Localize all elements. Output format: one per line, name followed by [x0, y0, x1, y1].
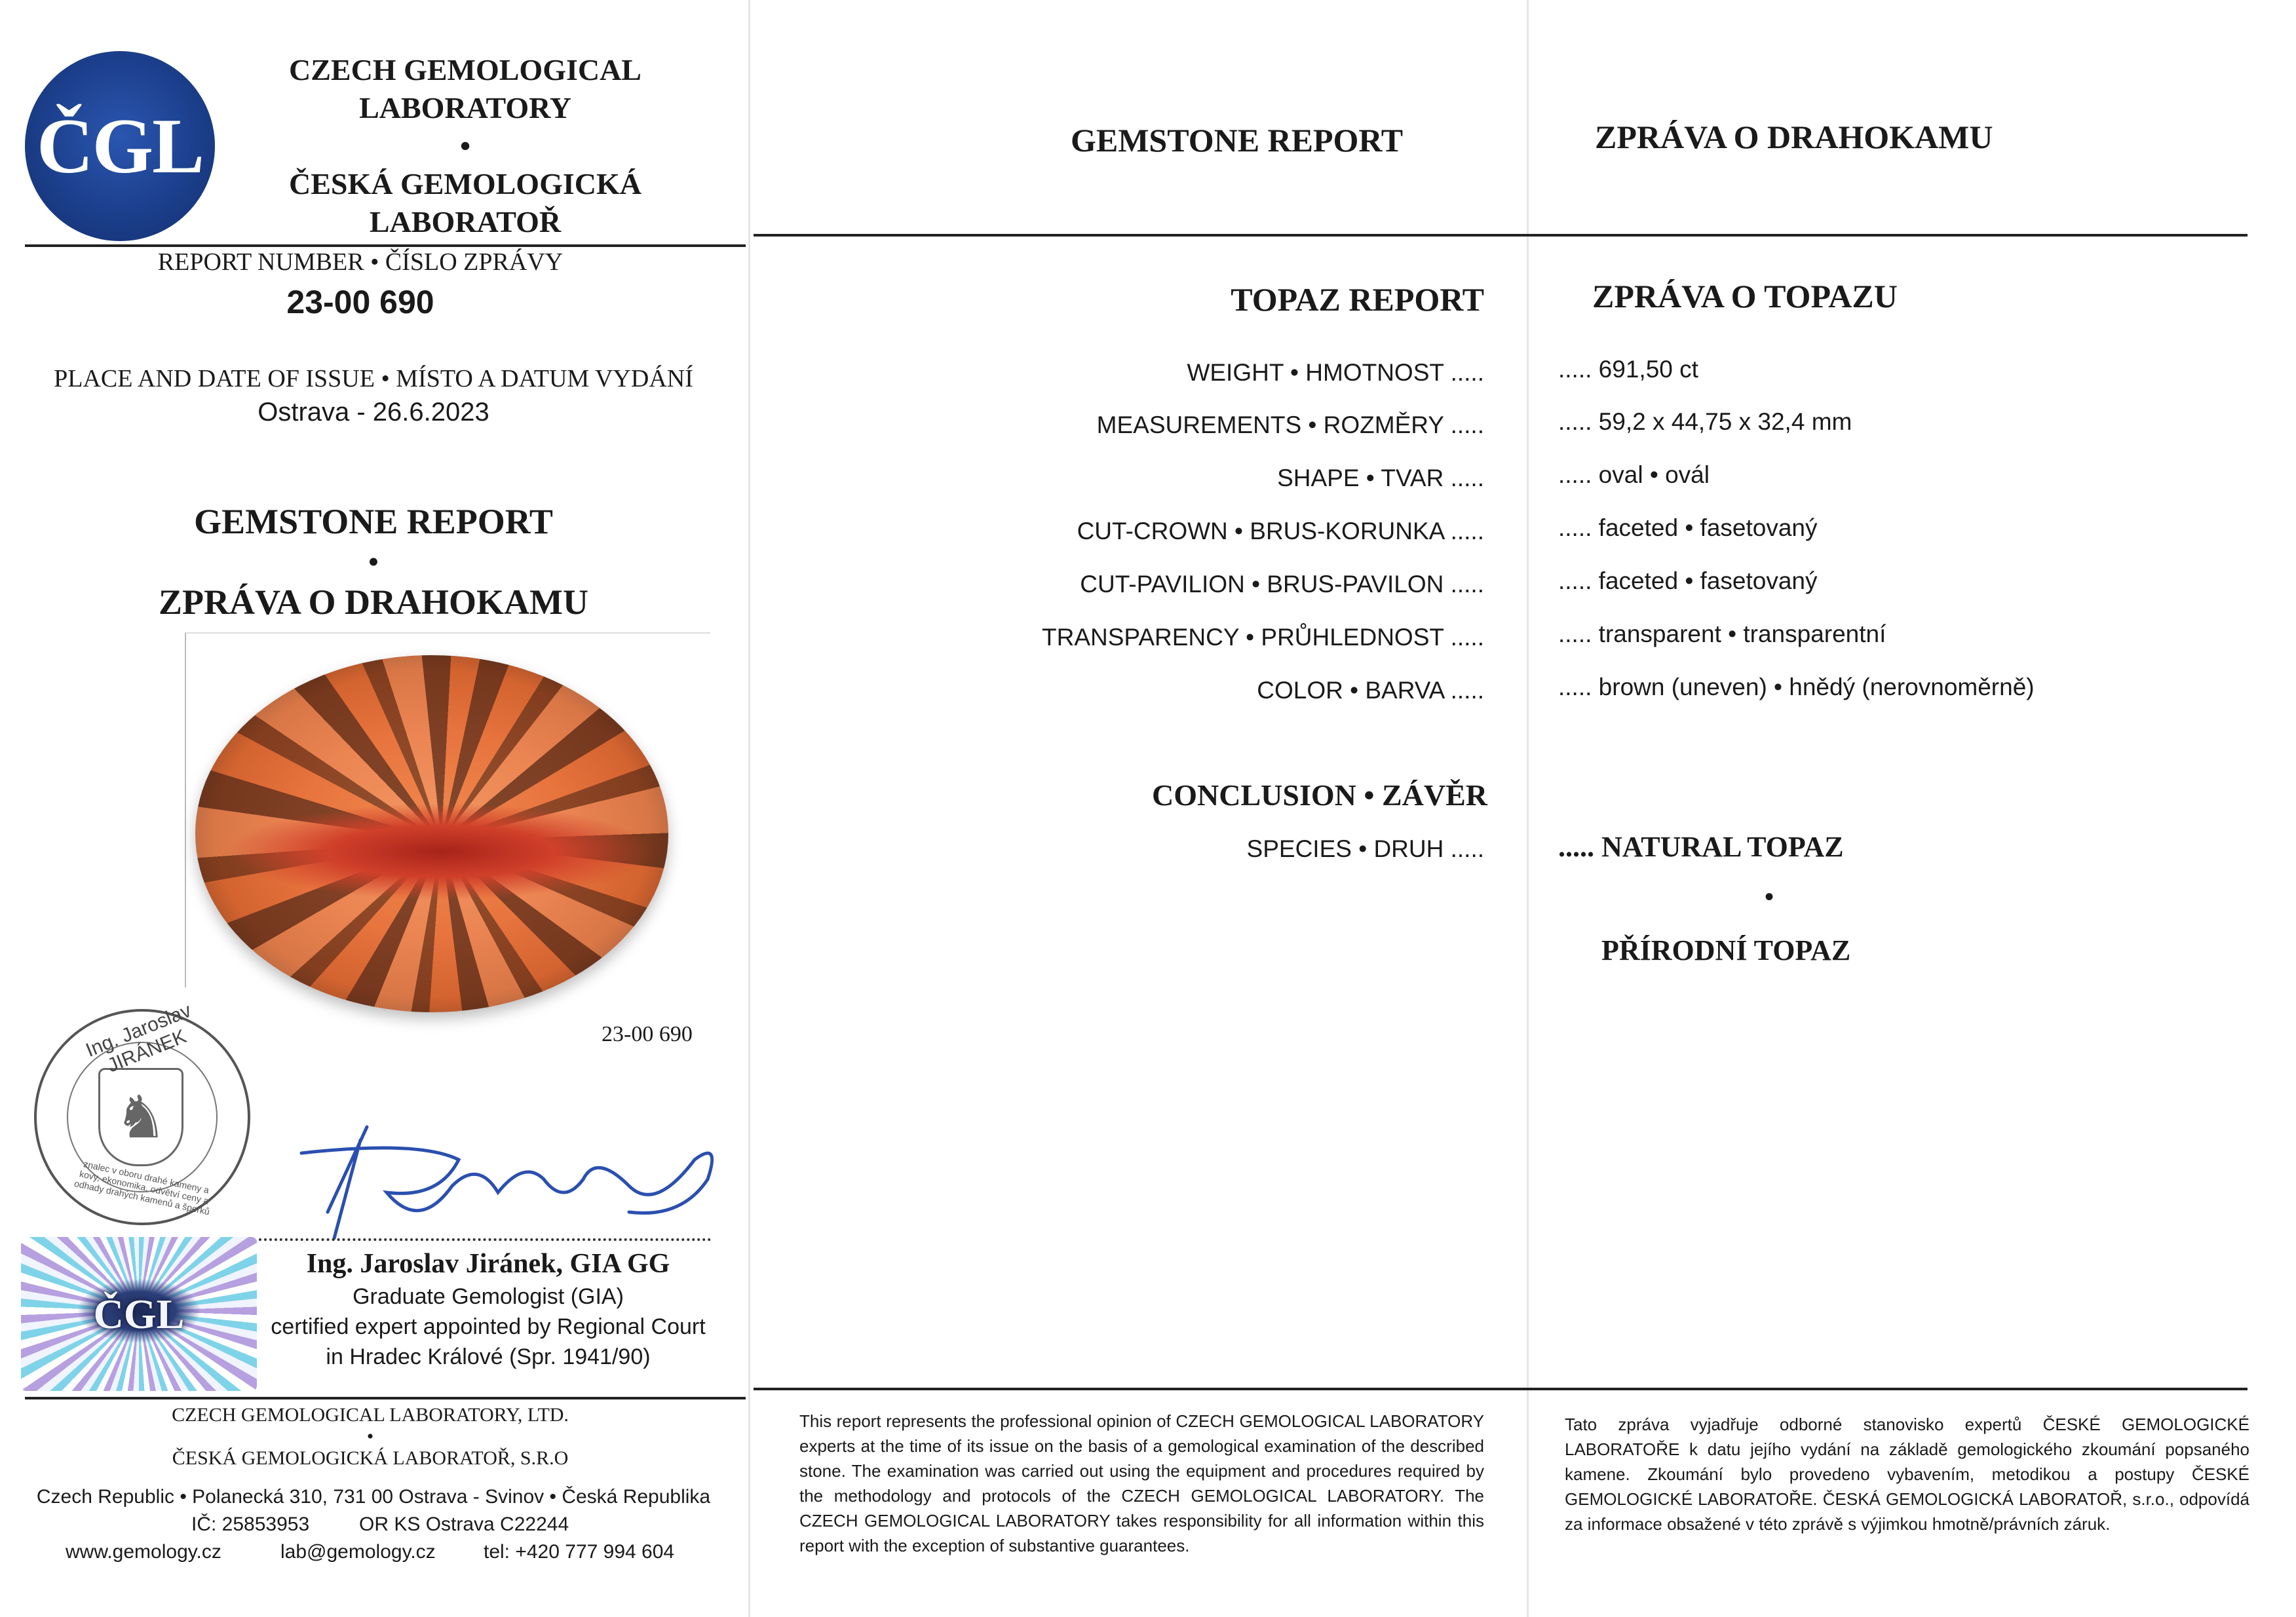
report-number: 23-00 690: [286, 284, 434, 320]
lab-name-cz-2: LABORATOŘ: [369, 205, 562, 238]
lab-name-bullet: •: [459, 129, 471, 162]
topaz-title-en: TOPAZ REPORT: [1231, 281, 1484, 318]
logo-text: ČGL: [36, 102, 204, 189]
footer-email-link[interactable]: lab@gemology.cz: [280, 1541, 436, 1563]
lab-name-en-1: CZECH GEMOLOGICAL: [288, 53, 641, 86]
signature-line: [259, 1238, 711, 1241]
right-title-en: GEMSTONE REPORT: [1071, 122, 1404, 159]
disclaimer-cz: Tato zpráva vyjadřuje odborné stanovisko expertů ČESKÉ GEMOLOGICKÉ LABORATOŘE k datu jejího vydání na základě gemologického zkoumání popsaného kamene. Zkoumání bylo provedeno vybavením, metodikou a postupy ČESKÉ GEMOLOGICKÉ LABORATOŘE. ČESKÁ GEMOLOGICKÁ LABORATOŘ, s.r.o., odpovídá za informace obsažené v této zprávě s výjimkou hmotně/právních záruk.: [1565, 1415, 2249, 1534]
row-color-value: ..... brown (uneven) • hnědý (nerovnoměrně): [1558, 674, 2035, 700]
right-footer-rule: [754, 1388, 2248, 1390]
disclaimer-en: This report represents the professional opinion of CZECH GEMOLOGICAL LABORATORY experts at the time of its issue on the basis of a gemological examination of the described stone. The examination was carried out using the equipment and procedures required by the methodology and protocols of the CZECH GEMOLOGICAL LABORATORY. The CZECH GEMOLOGICAL LABORATORY takes responsibility for all information within this report with the exception of substantive guarantees.: [799, 1411, 1484, 1555]
lab-name-block: [249, 51, 681, 241]
photo-report-number: 23-00 690: [602, 1022, 693, 1046]
cgl-logo: [25, 51, 215, 241]
hologram-seal: [21, 1237, 257, 1391]
signatory-name: Ing. Jaroslav Jiránek, GIA GG: [306, 1249, 670, 1279]
row-measurements-label: MEASUREMENTS • ROZMĚRY .....: [1096, 411, 1484, 438]
lab-name-cz-1: ČESKÁ GEMOLOGICKÁ: [288, 167, 641, 200]
row-transparency-label: TRANSPARENCY • PRŮHLEDNOST .....: [1042, 624, 1484, 651]
company-bullet: •: [366, 1426, 374, 1447]
row-weight-label: WEIGHT • HMOTNOST .....: [1187, 359, 1484, 386]
lab-name-en-2: LABORATORY: [359, 91, 571, 124]
species-label: SPECIES • DRUH .....: [1246, 835, 1484, 862]
coat-of-arms-icon: ♞: [98, 1068, 183, 1166]
right-header-rule: [754, 234, 2248, 237]
species-value-cz: PŘÍRODNÍ TOPAZ: [1601, 934, 1851, 966]
company-cz: ČESKÁ GEMOLOGICKÁ LABORATOŘ, S.R.O: [172, 1447, 569, 1469]
footer-tel: tel: +420 777 994 604: [484, 1541, 675, 1563]
footer-ic: IČ: 25853953: [191, 1513, 310, 1535]
hologram-text: ČGL: [93, 1290, 185, 1337]
signatory-line-1: Graduate Gemologist (GIA): [353, 1284, 624, 1309]
signatory-block: [259, 1246, 718, 1372]
fold-line-right: [1527, 0, 1529, 1617]
row-cut-pavilion-value: ..... faceted • fasetovaný: [1558, 567, 1818, 594]
conclusion-heading: CONCLUSION • ZÁVĚR: [1152, 778, 1487, 812]
signature: [288, 1114, 734, 1251]
footer-web-link[interactable]: www.gemology.cz: [66, 1541, 221, 1563]
place-date-value: Ostrava - 26.6.2023: [258, 398, 489, 427]
right-title-cz: ZPRÁVA O DRAHOKAMU: [1595, 119, 1993, 155]
row-shape-value: ..... oval • ovál: [1558, 461, 1710, 488]
footer-company-block: [52, 1402, 688, 1472]
row-cut-pavilion-label: CUT-PAVILION • BRUS-PAVILON .....: [1080, 571, 1484, 598]
left-title-bullet: •: [368, 546, 379, 578]
row-color-label: COLOR • BARVA .....: [1257, 677, 1484, 704]
row-cut-crown-value: ..... faceted • fasetovaný: [1558, 514, 1818, 541]
stamp-ring-text: Ing. Jaroslav JIRÁNEK: [83, 999, 195, 1077]
left-title-cz: ZPRÁVA O DRAHOKAMU: [158, 582, 588, 622]
left-header-rule: [25, 244, 746, 247]
species-value-en: ..... NATURAL TOPAZ: [1558, 831, 1844, 863]
topaz-title-cz: ZPRÁVA O TOPAZU: [1592, 278, 1898, 314]
company-en: CZECH GEMOLOGICAL LABORATORY, LTD.: [172, 1404, 569, 1426]
footer-address: Czech Republic • Polanecká 310, 731 00 Ostrava - Svinov • Česká Republika: [36, 1486, 711, 1508]
place-date-label: PLACE AND DATE OF ISSUE • MÍSTO A DATUM VYDÁNÍ: [54, 365, 693, 392]
left-title-en: GEMSTONE REPORT: [194, 502, 553, 541]
stamp-inner-text: znalec v oboru drahé kameny a kovy, ekonomika, odvětví ceny a odhady drahých kamenů a šperků: [73, 1158, 211, 1217]
species-bullet: •: [1764, 882, 1774, 911]
signatory-line-2: certified expert appointed by Regional Court: [271, 1314, 706, 1339]
signatory-line-3: in Hradec Králové (Spr. 1941/90): [326, 1344, 651, 1369]
fold-line-left: [748, 0, 750, 1617]
row-cut-crown-label: CUT-CROWN • BRUS-KORUNKA .....: [1077, 518, 1484, 544]
row-weight-value: ..... 691,50 ct: [1558, 356, 1698, 383]
footer-or: OR KS Ostrava C22244: [359, 1513, 569, 1535]
row-shape-label: SHAPE • TVAR .....: [1277, 465, 1484, 491]
topaz-gem-photo: [195, 655, 668, 1012]
left-footer-rule: [25, 1397, 746, 1399]
report-number-label: REPORT NUMBER • ČÍSLO ZPRÁVY: [157, 248, 564, 276]
row-transparency-value: ..... transparent • transparentní: [1558, 620, 1886, 647]
row-measurements-value: ..... 59,2 x 44,75 x 32,4 mm: [1558, 408, 1852, 435]
